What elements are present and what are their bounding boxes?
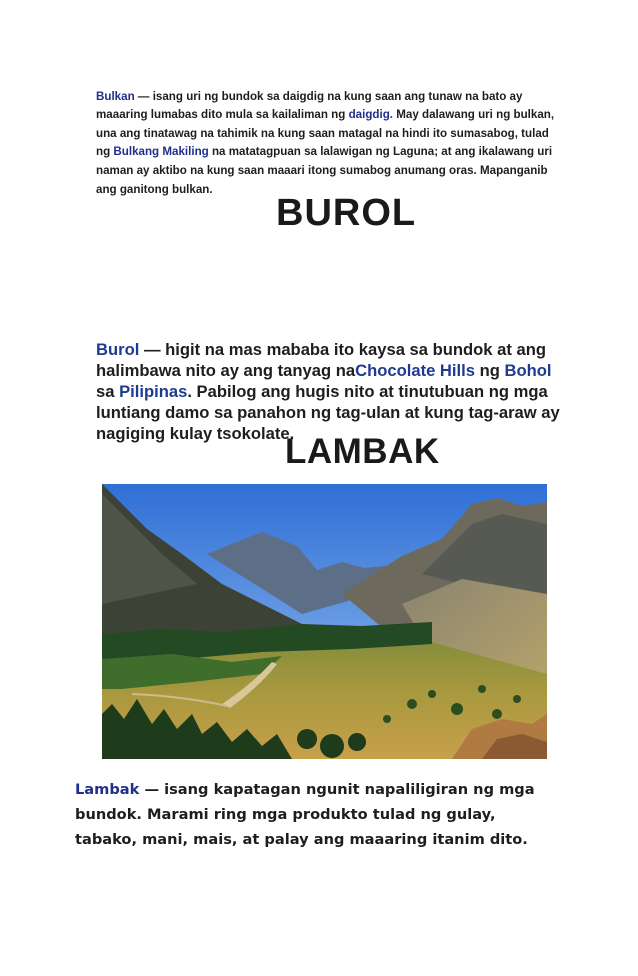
burol-term: Burol [96, 339, 140, 359]
lambak-term: Lambak [75, 780, 140, 798]
lambak-heading: LAMBAK [285, 432, 440, 471]
burol-text-3: sa [96, 381, 120, 401]
bulkan-paragraph [96, 88, 566, 200]
burol-paragraph [96, 339, 566, 444]
bulkan-term: Bulkan [96, 89, 135, 103]
valley-photo [102, 484, 547, 759]
pilipinas-link[interactable]: Pilipinas [119, 381, 188, 401]
daigdig-link[interactable]: daigdig. [348, 108, 394, 122]
burol-text-4: . Pabilog ang hugis nito at tinutubuan ng mga luntiang damo sa panahon ng tag-ulan at kung tag-araw ay nagiging kulay tsokolate. [96, 381, 560, 443]
burol-text-1: — higit na mas mababa ito kaysa sa bundok at ang halimbawa nito ay ang tanyag na [96, 339, 546, 380]
bulkan-text-3: na matatagpuan sa lalawigan ng Laguna; at ang ikalawang uri naman ay aktibo na kung saan maaari itong sumabog anumang oras. Mapanganib ang ganitong bulkan. [96, 145, 553, 196]
bohol-link[interactable]: Bohol [504, 360, 552, 380]
burol-heading: BUROL [276, 192, 417, 234]
lambak-paragraph [75, 777, 555, 852]
bulkang-makiling-link[interactable]: Bulkang Makiling [113, 145, 209, 159]
chocolate-hills-link[interactable]: Chocolate Hills [355, 360, 475, 380]
lambak-text: — isang kapatagan ngunit napaliligiran ng mga bundok. Marami ring mga produkto tulad ng gulay, tabako, mani, mais, at palay ang maaaring itanim dito. [75, 780, 535, 848]
burol-text-2: ng [474, 360, 505, 380]
bulkan-text-1: — isang uri ng bundok sa daigdig na kung saan ang tunaw na bato ay maaaring lumabas dito mula sa kailaliman ng [96, 89, 523, 122]
bulkan-text-2: May dalawang uri ng bulkan, una ang tinatawag na tahimik na kung saan matagal na hindi ito sumasabog, tulad ng [96, 108, 555, 159]
